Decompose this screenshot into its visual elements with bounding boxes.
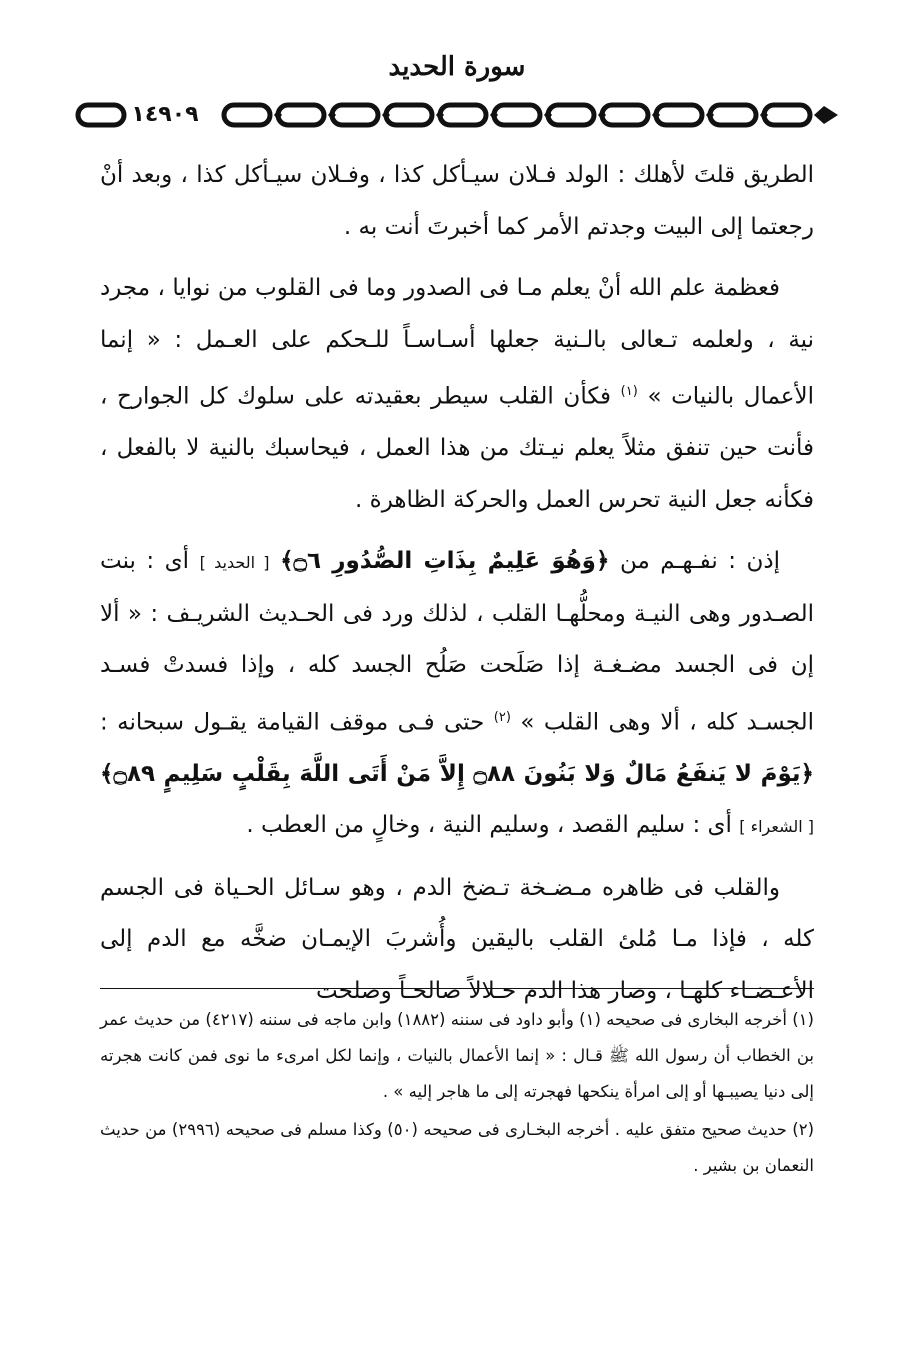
paragraph-3-text-c: حتى فـى موقف القيامة يقـول سبحانه : — [100, 709, 485, 736]
surah-reference-2: [ الشعراء ] — [739, 817, 814, 837]
main-text — [100, 150, 814, 1027]
paragraph-3-text-d: أى : سليم القصد ، وسليم النية ، وخالٍ من العطب . — [246, 812, 732, 839]
quran-verse-2: ﴿يَوْمَ لا يَنفَعُ مَالٌ وَلا بَنُونَ ۝٨٨ إِلاَّ مَنْ أَتَى اللَّهَ بِقَلْبٍ سَلِيمٍ ۝٨٩﴾ — [100, 760, 814, 787]
paragraph-3 — [100, 536, 814, 853]
footnote-1: (١) أخرجه البخارى فى صحيحه (١) وأبو داود فى سننه (١٨٨٢) وابن ماجه فى سننه (٤٢١٧) من حديث عمر بن الخطاب أن رسول الله ﷺ قـال : « إنما الأعمال بالنيات ، وإنما لكل امرىء ما نوى فمن كانت هجرته إلى دنيا يصيبـها أو إلى امرأة ينكحها فهجرته إلى ما هاجر إليه » . — [100, 1010, 814, 1101]
footnote-marker-2[interactable]: (٢) — [493, 709, 511, 725]
paragraph-3-text-a: إذن : نفـهـم من — [619, 548, 781, 575]
footnote-2: (٢) حديث صحيح متفق عليه . أخرجه البخـارى فى صحيحه (٥٠) وكذا مسلم فى صحيحه (٢٩٩٦) من حديث النعمان بن بشير . — [100, 1120, 814, 1175]
surah-title: سورة الحديد — [388, 52, 526, 82]
paragraph-1: الطريق قلتَ لأهلك : الولد فـلان سيـأكل كذا ، وفـلان سيـأكل كذا ، وبعد أنْ رجعتما إلى البيت وجدتم الأمر كما أخبرتَ أنت به . — [100, 162, 814, 240]
quran-verse-1: ﴿وَهُوَ عَلِيمٌ بِذَاتِ الصُّدُورِ ۝٦﴾ — [280, 548, 610, 575]
paragraph-3-text-b: أى : بنت الصـدور وهى النيـة ومحلُّهـا القلب ، لذلك ورد فى الحـديث الشريـف : « ألا إن فى الجسد مضـغـة إذا صَلَحت صَلُح الجسد كله ، وإذا فسدتْ فسـد الجسـد كله ، ألا وهى القلب » — [100, 548, 815, 736]
page-number: ١٤٩٠٩ — [130, 98, 200, 132]
footnote-divider — [100, 988, 814, 989]
footnote-marker-1[interactable]: (١) — [620, 384, 638, 399]
paragraph-2-text-b: فكأن القلب سيطر بعقيدته على سلوك كل الجوارح ، فأنت حين تنفق مثلاً يعلم نيـتك من هذا العمل ، فيحاسبك بالنية لا بالفعل ، فكأنه جعل النية تحرس العمل والحركة الظاهرة . — [100, 383, 814, 513]
paragraph-4: والقلب فى ظاهره مـضـخة تـضخ الدم ، وهو سـائل الحـياة فى الجسم كله ، فإذا مـا مُلئ القلب باليقين وأُشربَ الإيمـان ضخَّه مع الدم إلى الأعـضـاء كلهـا ، وصار هذا الدم حـلالاً صالحـاً وصلحت — [100, 874, 814, 1004]
surah-reference-1: [ الحديد ] — [199, 553, 270, 573]
paragraph-2-text-a: فعظمة علم الله أنْ يعلم مـا فى الصدور وما فى القلوب من نوايا ، مجرد نية ، ولعلمه تـعالى بالـنية جعلها أسـاسـاً للـحكم على العـمل : « إنما الأعمال بالنيات » — [100, 275, 814, 410]
paragraph-2 — [100, 263, 814, 526]
footnotes — [100, 1002, 814, 1186]
